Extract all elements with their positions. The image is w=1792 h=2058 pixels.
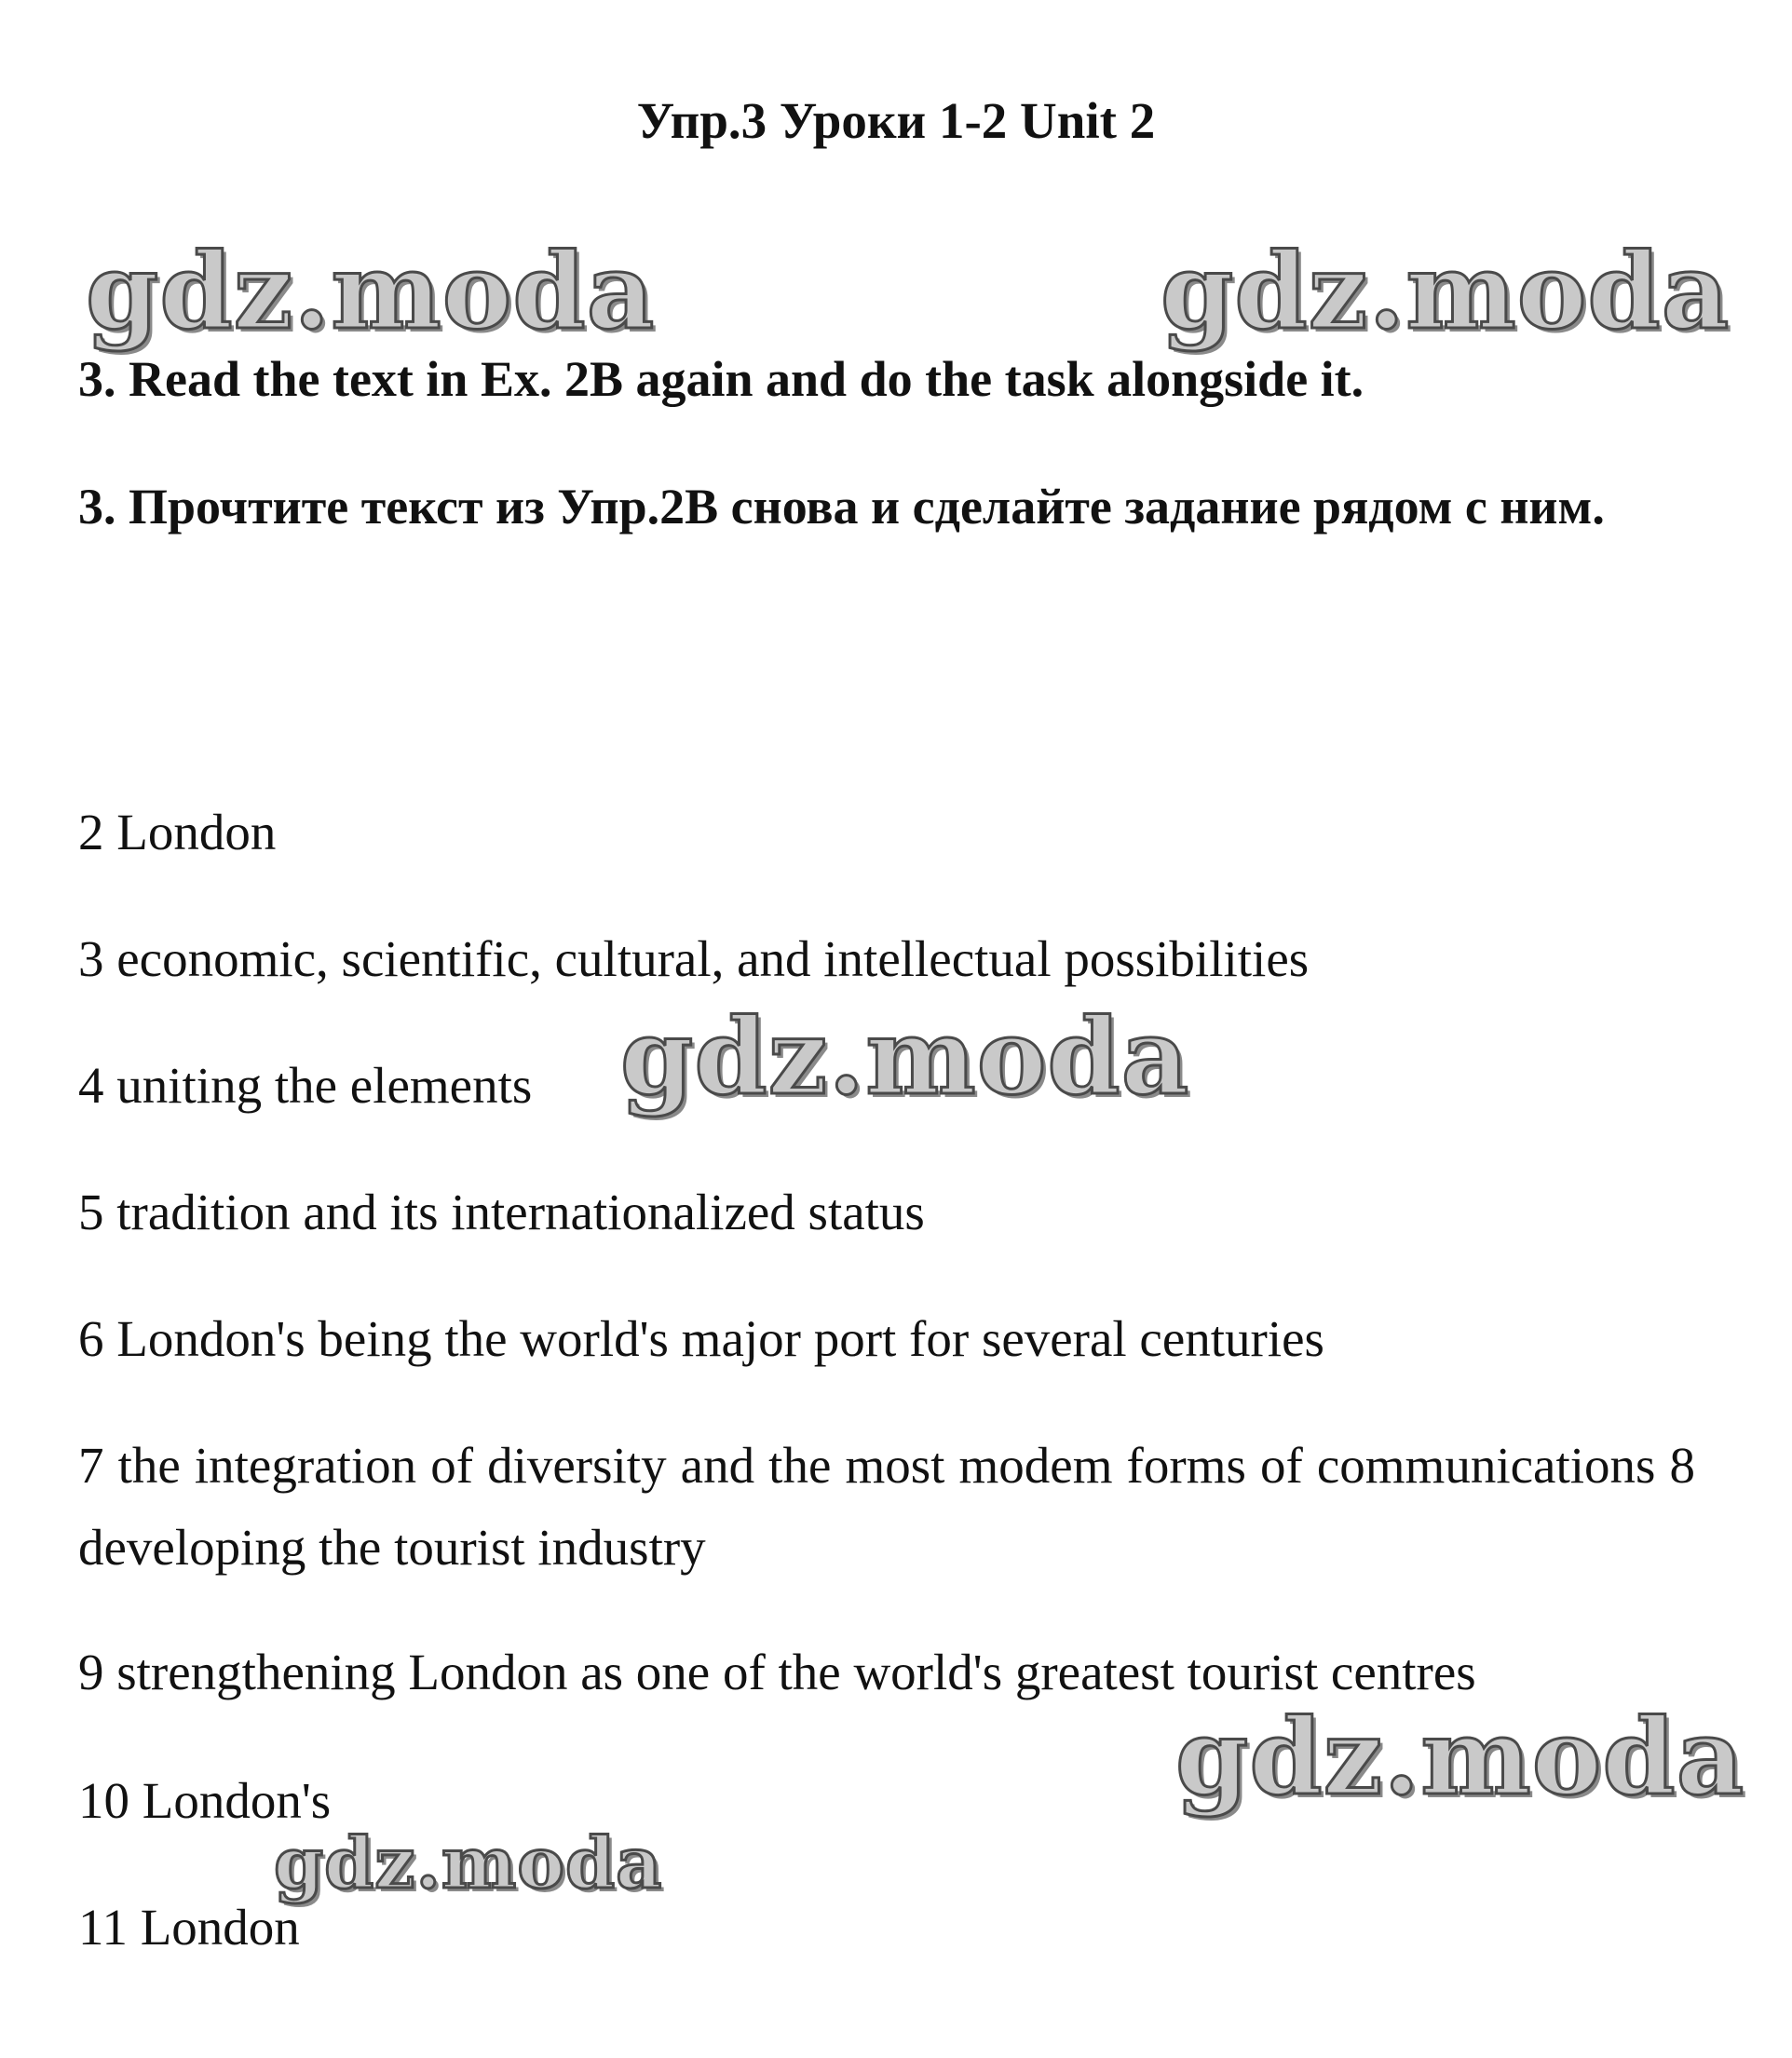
page-title: Упр.3 Уроки 1-2 Unit 2 — [636, 92, 1156, 149]
task-instruction-russian: 3. Прочтите текст из Упр.2B снова и сделайте задание рядом с ним. — [78, 479, 1605, 535]
answer-item: 2 London — [78, 804, 277, 860]
watermark: gdz.moda — [620, 996, 1190, 1118]
watermark: gdz.moda — [1175, 1697, 1745, 1819]
answer-item: 11 London — [78, 1899, 300, 1956]
task-instruction-english: 3. Read the text in Ex. 2B again and do the task alongside it. — [78, 351, 1364, 407]
watermark: gdz.moda — [1161, 231, 1731, 353]
answer-item: 9 strengthening London as one of the world's greatest tourist centres — [78, 1644, 1476, 1700]
answer-item: 7 the integration of diversity and the most modem forms of communications 8 developing the tourist industry — [78, 1437, 1695, 1576]
watermark: gdz.moda — [86, 231, 656, 353]
answer-item: 6 London's being the world's major port for several centuries — [78, 1310, 1324, 1367]
answer-item: 10 London's — [78, 1772, 332, 1829]
answer-item: 4 uniting the elements — [78, 1057, 533, 1114]
answer-item: 5 tradition and its internationalized status — [78, 1184, 925, 1240]
answer-item: 3 economic, scientific, cultural, and intellectual possibilities — [78, 930, 1310, 987]
watermark: gdz.moda — [274, 1821, 663, 1904]
